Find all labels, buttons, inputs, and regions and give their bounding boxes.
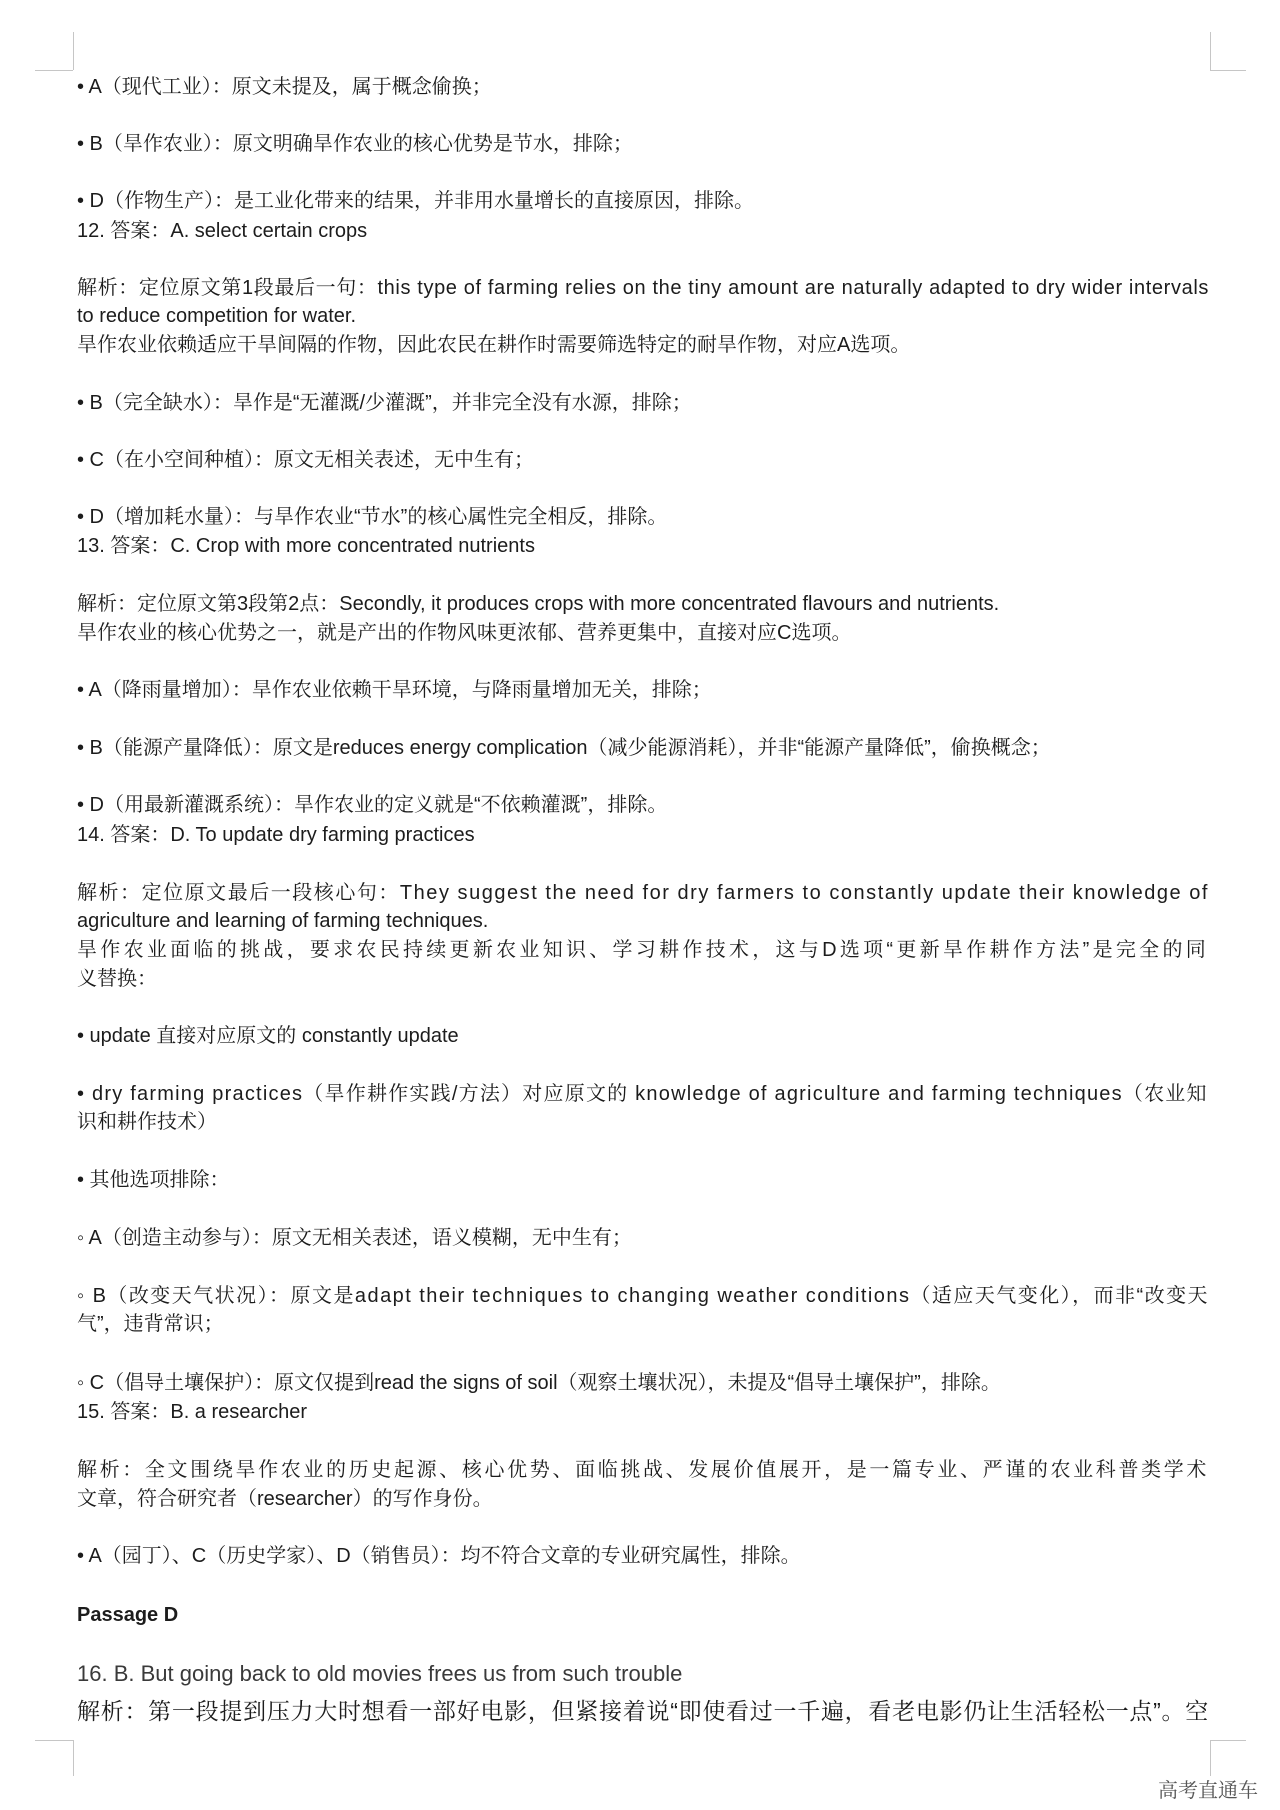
corner-mark-top-left-horizontal — [35, 70, 73, 71]
q15-analysis-text-1: 解析：全文围绕旱作农业的历史起源、核心优势、面临挑战、发展价值展开，是一篇专业、严谨的农业科普类学术 — [77, 1459, 1209, 1481]
q12-answer-line — [77, 217, 1210, 246]
q13-option-b-text: • B（能源产量降低）：原文是reduces energy complication（减少能源消耗），并非“能源产量降低”，偷换概念； — [77, 737, 1051, 759]
corner-mark-bottom-right-vertical — [1210, 1740, 1211, 1776]
q14-point-practices-line-2 — [77, 1108, 1210, 1137]
q13-option-b-line — [77, 734, 1210, 763]
q11-option-a-line — [77, 73, 1210, 102]
q14-sub-option-b-line-1 — [77, 1282, 1210, 1311]
q15-analysis-text-2: 文章，符合研究者（researcher）的写作身份。 — [77, 1488, 493, 1510]
q14-point-update-text: • update 直接对应原文的 constantly update — [77, 1025, 459, 1047]
q13-analysis-text-2: 旱作农业的核心优势之一，就是产出的作物风味更浓郁、营养更集中，直接对应C选项。 — [77, 622, 852, 644]
q12-answer-text: 12. 答案：A. select certain crops — [77, 220, 368, 242]
q12-analysis-line-3 — [77, 331, 1210, 360]
q14-analysis-line-3 — [77, 936, 1210, 965]
q12-analysis-line-1 — [77, 274, 1210, 303]
q11-option-b-line — [77, 130, 1210, 159]
q12-option-c-line — [77, 446, 1210, 475]
q15-answer-line — [77, 1398, 1210, 1427]
corner-mark-bottom-right-horizontal — [1210, 1740, 1246, 1741]
q15-analysis-line-1 — [77, 1456, 1210, 1485]
q14-analysis-line-4 — [77, 965, 1210, 994]
q14-analysis-text-4: 义替换： — [77, 968, 157, 990]
q14-point-others-text: • 其他选项排除： — [77, 1169, 230, 1191]
q13-answer-line — [77, 532, 1210, 561]
q13-option-a-line — [77, 676, 1210, 705]
corner-mark-bottom-left-horizontal — [35, 1740, 73, 1741]
q12-option-b-line — [77, 389, 1210, 418]
q14-point-others-line — [77, 1166, 1210, 1195]
q11-option-a-text: • A（现代工业）：原文未提及，属于概念偷换； — [77, 76, 492, 98]
q13-option-d-text: • D（用最新灌溉系统）：旱作农业的定义就是“不依赖灌溉”，排除。 — [77, 794, 668, 816]
q14-sub-option-c-text: ◦ C（倡导土壤保护）：原文仅提到read the signs of soil（观察土壤状况），未提及“倡导土壤保护”，排除。 — [77, 1372, 1001, 1394]
q15-answer-text: 15. 答案：B. a researcher — [77, 1401, 308, 1423]
q13-option-d-line — [77, 791, 1210, 820]
q14-point-practices-text-1: • dry farming practices（旱作耕作实践/方法）对应原文的 knowledge of agriculture and farming techniques（农业知 — [77, 1083, 1208, 1105]
q14-analysis-line-2 — [77, 907, 1210, 936]
q14-sub-option-a-line — [77, 1224, 1210, 1253]
q14-sub-option-c-line — [77, 1369, 1210, 1398]
q14-analysis-line-1 — [77, 879, 1210, 908]
q12-analysis-text-1: 解析：定位原文第1段最后一句：this type of farming relies on the tiny amount are naturally adapted to dry wider intervals — [77, 277, 1210, 299]
q15-analysis-line-2 — [77, 1485, 1210, 1514]
q13-answer-text: 13. 答案：C. Crop with more concentrated nutrients — [77, 535, 535, 557]
q14-analysis-text-2: agriculture and learning of farming techniques. — [77, 910, 489, 932]
q14-point-practices-text-2: 识和耕作技术） — [77, 1111, 217, 1133]
passage-d-heading-text: Passage D — [77, 1604, 179, 1626]
q14-point-practices-line-1 — [77, 1080, 1210, 1109]
q14-sub-option-b-line-2 — [77, 1310, 1210, 1339]
corner-mark-top-right-vertical — [1210, 32, 1211, 70]
q13-analysis-text-1: 解析：定位原文第3段第2点：Secondly, it produces crops with more concentrated flavours and nutrients. — [77, 593, 1000, 615]
q14-sub-option-a-text: ◦ A（创造主动参与）：原文无相关表述，语义模糊，无中生有； — [77, 1227, 632, 1249]
q11-option-d-text: • D（作物生产）：是工业化带来的结果，并非用水量增长的直接原因，排除。 — [77, 190, 755, 212]
q14-sub-option-b-text-1: ◦ B（改变天气状况）：原文是adapt their techniques to changing weather conditions（适应天气变化），而非“改变天 — [77, 1285, 1210, 1307]
q15-options-line — [77, 1542, 1210, 1571]
q16-analysis-line-1 — [77, 1694, 1210, 1728]
watermark-text: 高考直通车 — [1158, 1780, 1258, 1802]
q11-option-b-text: • B（旱作农业）：原文明确旱作农业的核心优势是节水，排除； — [77, 133, 633, 155]
corner-mark-bottom-left-vertical — [73, 1740, 74, 1776]
q12-option-b-text: • B（完全缺水）：旱作是“无灌溉/少灌溉”，并非完全没有水源，排除； — [77, 392, 692, 414]
q14-analysis-text-1: 解析：定位原文最后一段核心句：They suggest the need for dry farmers to constantly update their knowledge of — [77, 882, 1209, 904]
q12-analysis-line-2 — [77, 302, 1210, 331]
q12-option-d-text: • D（增加耗水量）：与旱作农业“节水”的核心属性完全相反，排除。 — [77, 506, 668, 528]
passage-d-heading — [77, 1601, 1210, 1630]
q11-option-d-line — [77, 187, 1210, 216]
q12-option-d-line — [77, 503, 1210, 532]
q14-answer-line — [77, 821, 1210, 850]
q14-answer-text: 14. 答案：D. To update dry farming practices — [77, 824, 475, 846]
q12-option-c-text: • C（在小空间种植）：原文无相关表述，无中生有； — [77, 449, 535, 471]
q12-analysis-text-3: 旱作农业依赖适应干旱间隔的作物，因此农民在耕作时需要筛选特定的耐旱作物，对应A选项。 — [77, 334, 911, 356]
q12-analysis-text-2: to reduce competition for water. — [77, 305, 357, 327]
q16-answer-line — [77, 1657, 1210, 1691]
q14-sub-option-b-text-2: 气”，违背常识； — [77, 1313, 224, 1335]
q14-point-update-line — [77, 1022, 1210, 1051]
q13-option-a-text: • A（降雨量增加）：旱作农业依赖干旱环境，与降雨量增加无关，排除； — [77, 679, 712, 701]
corner-mark-top-right-horizontal — [1210, 70, 1246, 71]
q16-analysis-text-1: 解析：第一段提到压力大时想看一部好电影，但紧接着说“即使看过一千遍，看老电影仍让生活轻松一点”。空 — [77, 1698, 1209, 1724]
q16-answer-text: 16. B. But going back to old movies frees us from such trouble — [77, 1661, 683, 1686]
q14-analysis-text-3: 旱作农业面临的挑战，要求农民持续更新农业知识、学习耕作技术，这与D选项“更新旱作耕作方法”是完全的同 — [77, 939, 1210, 961]
q13-analysis-line-1 — [77, 590, 1210, 619]
corner-mark-top-left-vertical — [73, 32, 74, 70]
q13-analysis-line-2 — [77, 619, 1210, 648]
q15-options-text: • A（园丁）、C（历史学家）、D（销售员）：均不符合文章的专业研究属性，排除。 — [77, 1545, 801, 1567]
